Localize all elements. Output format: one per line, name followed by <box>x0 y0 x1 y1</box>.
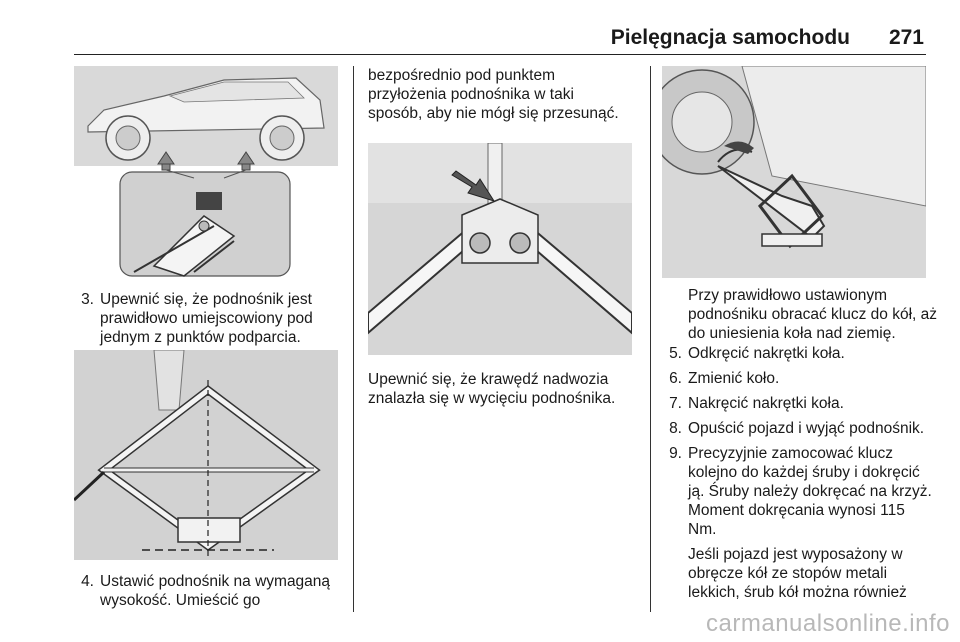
step-number: 3. <box>81 291 94 308</box>
step-number: 4. <box>81 573 94 590</box>
step-text: Zmienić koło. <box>688 370 780 387</box>
step-number: 9. <box>669 445 682 462</box>
step-text: Opuścić pojazd i wyjąć podnośnik. <box>688 420 925 437</box>
step-9 <box>662 444 932 539</box>
step-text: Ustawić podnośnik na wymaganą wysokość. Umieścić go <box>100 573 331 609</box>
step-number: 7. <box>669 395 682 412</box>
step-number: 6. <box>669 370 682 387</box>
figure-jack-wrench <box>662 66 926 278</box>
step-7 <box>662 394 932 413</box>
step-3 <box>74 290 342 347</box>
step-text: Upewnić się, że podnośnik jest prawidłowo umiejscowiony pod jednym z punktów podparcia. <box>100 291 313 346</box>
car-illustration <box>74 66 338 278</box>
lift-paragraph: Przy prawidłowo ustawionym podnośniku obracać klucz do kół, aż do uniesienia koła nad ziemię. <box>688 287 938 342</box>
step-text: Precyzyjnie zamocować klucz kolejno do każdej śruby i dokręcić ją. Śruby należy dokręcać na krzyż. Moment dokręcania wynosi 115 Nm. <box>688 445 932 538</box>
alloy-wheel-paragraph: Jeśli pojazd jest wyposażony w obręcze kół ze stopów metali lekkich, śrub kół można również <box>688 546 907 601</box>
continuation-paragraph: bezpośrednio pod punktem przyłożenia podnośnika w taki sposób, aby nie mógł się przesunąć. <box>368 67 619 122</box>
figure-jack-notch <box>368 143 632 355</box>
step-text: Odkręcić nakrętki koła. <box>688 345 845 362</box>
figure-scissor-jack <box>74 350 338 560</box>
scissor-jack-illustration <box>74 350 338 560</box>
step-8 <box>662 419 932 438</box>
running-header-title: Pielęgnacja samochodu <box>610 26 850 49</box>
step-number: 8. <box>669 420 682 437</box>
watermark: carmanualsonline.info <box>706 610 950 637</box>
step-5 <box>662 344 932 363</box>
jack-wrench-illustration <box>662 66 926 278</box>
step-number: 5. <box>669 345 682 362</box>
jack-notch-illustration <box>368 143 632 355</box>
notch-note: Upewnić się, że krawędź nadwozia znalazła się w wycięciu podnośnika. <box>368 371 616 407</box>
header-rule <box>74 54 926 55</box>
figure-car-jacking-points <box>74 66 338 278</box>
step-text: Nakręcić nakrętki koła. <box>688 395 844 412</box>
step-6 <box>662 369 932 388</box>
page-number: 271 <box>888 26 924 49</box>
column-rule-1 <box>353 66 354 612</box>
steps-list <box>662 344 932 602</box>
step-4 <box>74 572 350 610</box>
column-rule-2 <box>650 66 651 612</box>
